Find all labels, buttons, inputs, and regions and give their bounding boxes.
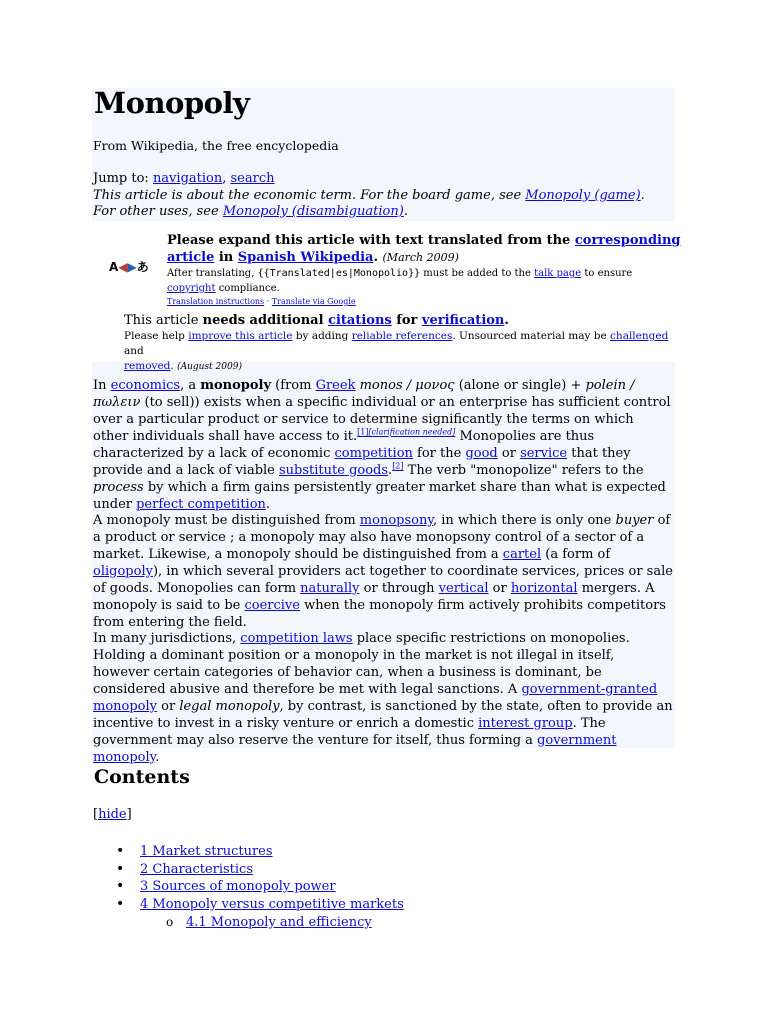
reliable-references-link[interactable]: reliable references	[351, 330, 453, 342]
paragraph-text: , by contrast, is sanctioned by the state, often to provide an incentive to invest in a risky venture or enrich a domestic	[93, 699, 673, 731]
paragraph-text: In	[93, 378, 111, 393]
paragraph-text: , in which there is only one	[432, 513, 616, 528]
cite-detail-text: . Unsourced material may be	[452, 330, 611, 342]
hatnote-text: . For other uses, see	[93, 188, 645, 219]
horizontal-link[interactable]: horizontal	[510, 581, 578, 596]
citations-notice	[124, 313, 684, 375]
paragraph-text: . The government may also reserve the venture for itself, thus forming a	[93, 716, 606, 748]
expand-detail-text: to ensure	[581, 268, 633, 279]
paragraph-text: .	[155, 750, 160, 765]
jump-separator: ,	[222, 171, 231, 186]
paragraph-text: ), in which several providers act together to coordinate services, prices or sale of goods. Monopolies can form	[93, 564, 673, 596]
cite-bold-text: needs additional	[202, 313, 329, 328]
government-monopoly-link[interactable]: government monopoly	[93, 733, 617, 765]
citations-link[interactable]: citations	[328, 313, 392, 328]
translation-tools	[167, 296, 697, 307]
italic-term: process	[93, 480, 144, 495]
toc-link-monopoly-versus-competitive-markets[interactable]: 4 Monopoly versus competitive markets	[140, 897, 404, 913]
removed-link[interactable]: removed	[124, 360, 171, 372]
page-title: Monopoly	[94, 86, 250, 120]
cite-text: This article	[124, 313, 203, 328]
competition-laws-link[interactable]: competition laws	[240, 631, 353, 646]
oligopoly-link[interactable]: oligopoly	[93, 564, 153, 579]
expand-notice-date: (March 2009)	[382, 251, 459, 264]
navigation-link[interactable]: navigation	[152, 171, 223, 186]
paragraph-text: .	[265, 497, 271, 512]
paragraph-text: or through	[359, 581, 439, 596]
intro-paragraph-3	[93, 630, 673, 766]
reference-1-link[interactable]: [1]	[357, 427, 369, 437]
paragraph-text: The verb "monopolize" refers to the	[403, 463, 644, 478]
greek-term: polein / πωλειν	[93, 378, 635, 410]
cite-detail-text: Please help	[124, 330, 189, 342]
bracket-close: ]	[126, 807, 132, 822]
contents-heading: Contents	[94, 766, 190, 788]
citations-notice-detail	[124, 329, 684, 375]
intro-paragraph-2	[93, 512, 673, 631]
cite-detail-text: and	[124, 345, 144, 357]
substitute-goods-link[interactable]: substitute goods	[279, 463, 389, 478]
paragraph-text: or	[157, 699, 180, 714]
reference-2-link[interactable]: [2]	[392, 461, 404, 471]
expand-text: in	[214, 250, 238, 265]
paragraph-text: In many jurisdictions,	[93, 631, 241, 646]
toc-item	[116, 896, 404, 914]
cite-text: .	[504, 313, 509, 328]
economics-link[interactable]: economics	[110, 378, 181, 393]
toc-toggle	[93, 807, 132, 822]
government-granted-monopoly-link[interactable]: government-granted monopoly	[93, 682, 658, 714]
translate-via-google-link[interactable]: Translate via Google	[271, 297, 356, 306]
improve-article-link[interactable]: improve this article	[188, 330, 293, 342]
arrow-left-icon: ◀	[118, 260, 128, 274]
site-subtitle: From Wikipedia, the free encyclopedia	[93, 138, 339, 153]
expand-notice-detail	[167, 266, 697, 296]
expand-text: .	[373, 250, 383, 265]
translation-icon	[109, 258, 149, 275]
service-link[interactable]: service	[520, 446, 568, 461]
toc-link-characteristics[interactable]: 2 Characteristics	[140, 861, 254, 877]
bold-term: monopoly	[200, 378, 272, 393]
paragraph-text: place specific restrictions on monopolies. Holding a dominant position or a monopoly in the market is not illegal in itself, however certain categories of behavior can, when a business is dominant, be considered abusive and therefore be met with legal sanctions. A	[93, 631, 630, 697]
tools-separator: ·	[264, 297, 272, 306]
greek-term: monos / μονος	[359, 378, 455, 393]
jump-label: Jump to:	[93, 171, 153, 186]
expand-detail-text: compliance.	[215, 283, 280, 294]
naturally-link[interactable]: naturally	[300, 581, 360, 596]
cite-bold-text: for	[391, 313, 422, 328]
paragraph-text: A monopoly must be distinguished from	[93, 513, 360, 528]
translated-template-code: {{Translated|es|Monopolio}}	[257, 268, 421, 279]
verification-link[interactable]: verification	[421, 313, 505, 328]
copyright-link[interactable]: copyright	[167, 283, 216, 294]
paragraph-text: Monopolies are thus characterized by a lack of economic	[93, 429, 595, 461]
paragraph-text: (a form of	[541, 547, 611, 562]
paragraph-text: , a	[180, 378, 201, 393]
toc-link-sources-of-monopoly-power[interactable]: 3 Sources of monopoly power	[140, 879, 336, 895]
bracket-open: [	[93, 807, 99, 822]
monopoly-game-link[interactable]: Monopoly (game)	[525, 188, 641, 203]
greek-link[interactable]: Greek	[315, 378, 356, 393]
paragraph-text: (from	[271, 378, 316, 393]
cite-detail-text: .	[170, 360, 178, 372]
translation-icon-latin: A	[109, 260, 119, 274]
paragraph-text: that they provide and a lack of viable	[93, 446, 631, 478]
jump-to-links	[93, 171, 274, 186]
hatnote-text: .	[403, 204, 408, 219]
paragraph-text: for the	[412, 446, 466, 461]
expand-translation-notice	[105, 232, 705, 307]
paragraph-text: of a product or service ; a monopoly may also have monopsony control of a sector of a market. Likewise, a monopoly should be distinguished from a	[93, 513, 671, 562]
paragraph-text: (to sell)) exists when a specific individual or an enterprise has sufficient control over a particular product or service to determine significantly the terms on which other individuals shall have access to it.	[93, 395, 671, 444]
expand-notice-title	[167, 232, 697, 266]
paragraph-text: or	[497, 446, 521, 461]
expand-detail-text: must be added to the	[420, 268, 535, 279]
competition-link[interactable]: competition	[334, 446, 413, 461]
monopoly-disambiguation-link[interactable]: Monopoly (disambiguation)	[222, 204, 404, 219]
toc-subitem	[116, 914, 404, 932]
italic-term: buyer	[615, 513, 654, 528]
interest-group-link[interactable]: interest group	[478, 716, 573, 731]
clarification-needed-link[interactable]: [clarification needed]	[368, 427, 456, 437]
table-of-contents	[116, 843, 404, 931]
expand-notice-text	[167, 232, 697, 307]
intro-paragraph-1	[93, 377, 673, 513]
expand-detail-text: After translating,	[167, 268, 258, 279]
corresponding-article-link[interactable]: corresponding article	[167, 233, 681, 265]
translation-icon-kana: あ	[136, 260, 149, 274]
hide-toc-link[interactable]: hide	[98, 807, 127, 822]
paragraph-text: .	[388, 463, 393, 478]
toc-item	[116, 843, 404, 861]
toc-link-market-structures[interactable]: 1 Market structures	[140, 844, 273, 859]
paragraph-text: (alone or single) +	[454, 378, 586, 393]
cartel-link[interactable]: cartel	[502, 547, 542, 562]
toc-link-monopoly-and-efficiency[interactable]: 4.1 Monopoly and efficiency	[186, 914, 372, 930]
toc-item	[116, 861, 404, 879]
search-link[interactable]: search	[230, 171, 275, 186]
good-link[interactable]: good	[465, 446, 498, 461]
italic-term: legal monopoly	[179, 699, 280, 714]
paragraph-text: by which a firm gains persistently greater market share than what is expected under	[93, 480, 666, 512]
monopsony-link[interactable]: monopsony	[359, 513, 433, 528]
hatnote-text: This article is about the economic term. For the board game, see	[93, 188, 526, 203]
spanish-wikipedia-link[interactable]: Spanish Wikipedia	[237, 250, 374, 265]
expand-text: Please expand this article with text translated from the	[167, 233, 575, 248]
citations-notice-date: (August 2009)	[177, 362, 242, 372]
paragraph-text: when the monopoly firm actively prohibits competitors from entering the field.	[93, 598, 666, 630]
challenged-link[interactable]: challenged	[610, 330, 669, 342]
perfect-competition-link[interactable]: perfect competition	[136, 497, 266, 512]
coercive-link[interactable]: coercive	[244, 598, 300, 613]
citations-notice-title	[124, 313, 684, 329]
hatnote	[93, 188, 653, 220]
paragraph-text: mergers. A monopoly is said to be	[93, 581, 655, 613]
translation-instructions-link[interactable]: Translation instructions	[167, 297, 265, 306]
toc-item	[116, 878, 404, 896]
cite-detail-text: by adding	[292, 330, 352, 342]
arrow-right-icon: ▶	[127, 260, 137, 274]
talk-page-link[interactable]: talk page	[534, 268, 582, 279]
paragraph-text: or	[488, 581, 511, 596]
vertical-link[interactable]: vertical	[438, 581, 489, 596]
